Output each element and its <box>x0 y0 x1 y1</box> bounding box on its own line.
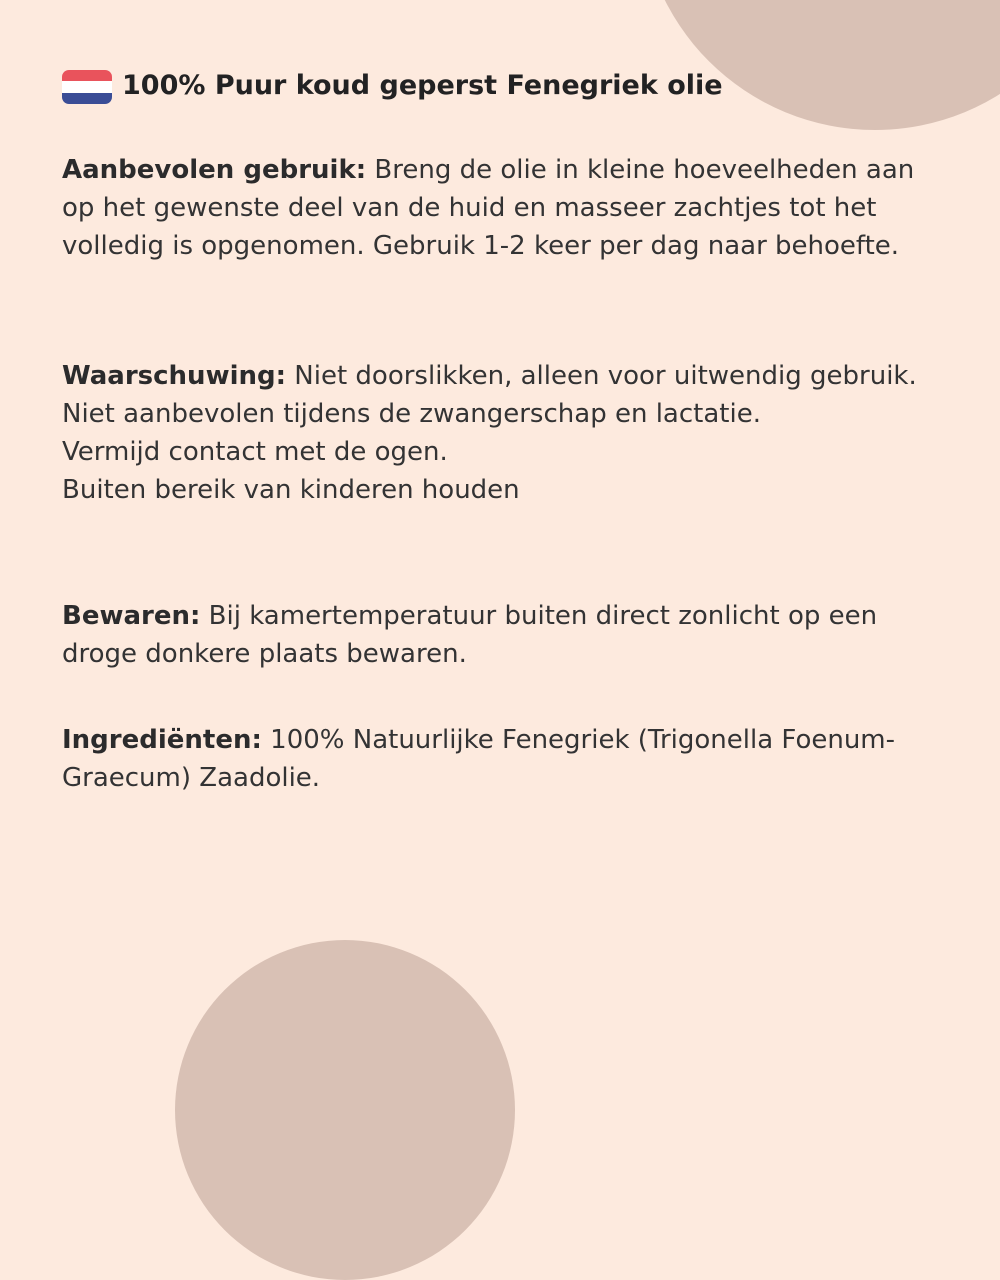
warning-line-children: Buiten bereik van kinderen houden <box>62 475 520 505</box>
decorative-circle-bottom <box>175 940 515 1280</box>
ingredients-section <box>62 721 942 797</box>
flag-stripe-blue <box>62 93 112 104</box>
warning-line-pregnancy: Niet aanbevolen tijdens de zwangerschap en lactatie. <box>62 399 761 429</box>
warning-section <box>62 357 942 509</box>
flag-stripe-red <box>62 70 112 81</box>
usage-text: Breng de olie in kleine hoeveelheden aan op het gewenste deel van de huid en masseer zachtjes tot het volledig is opgenomen. Gebruik 1-2 keer per dag naar behoefte. <box>62 155 915 261</box>
page-title: 100% Puur koud geperst Fenegriek olie <box>122 70 723 101</box>
decorative-circle-top-right <box>640 0 1000 130</box>
flag-stripe-white <box>62 81 112 92</box>
storage-text: Bij kamertemperatuur buiten direct zonlicht op een droge donkere plaats bewaren. <box>62 601 878 669</box>
warning-label: Waarschuwing: <box>62 361 287 391</box>
storage-section <box>62 597 942 673</box>
netherlands-flag-icon <box>62 70 112 104</box>
ingredients-text: 100% Natuurlijke Fenegriek (Trigonella Foenum-Graecum) Zaadolie. <box>62 725 896 793</box>
usage-label: Aanbevolen gebruik: <box>62 155 367 185</box>
warning-text: Niet doorslikken, alleen voor uitwendig gebruik. <box>294 361 917 391</box>
storage-label: Bewaren: <box>62 601 201 631</box>
ingredients-label: Ingrediënten: <box>62 725 262 755</box>
usage-section <box>62 151 942 265</box>
warning-line-eyes: Vermijd contact met de ogen. <box>62 437 448 467</box>
